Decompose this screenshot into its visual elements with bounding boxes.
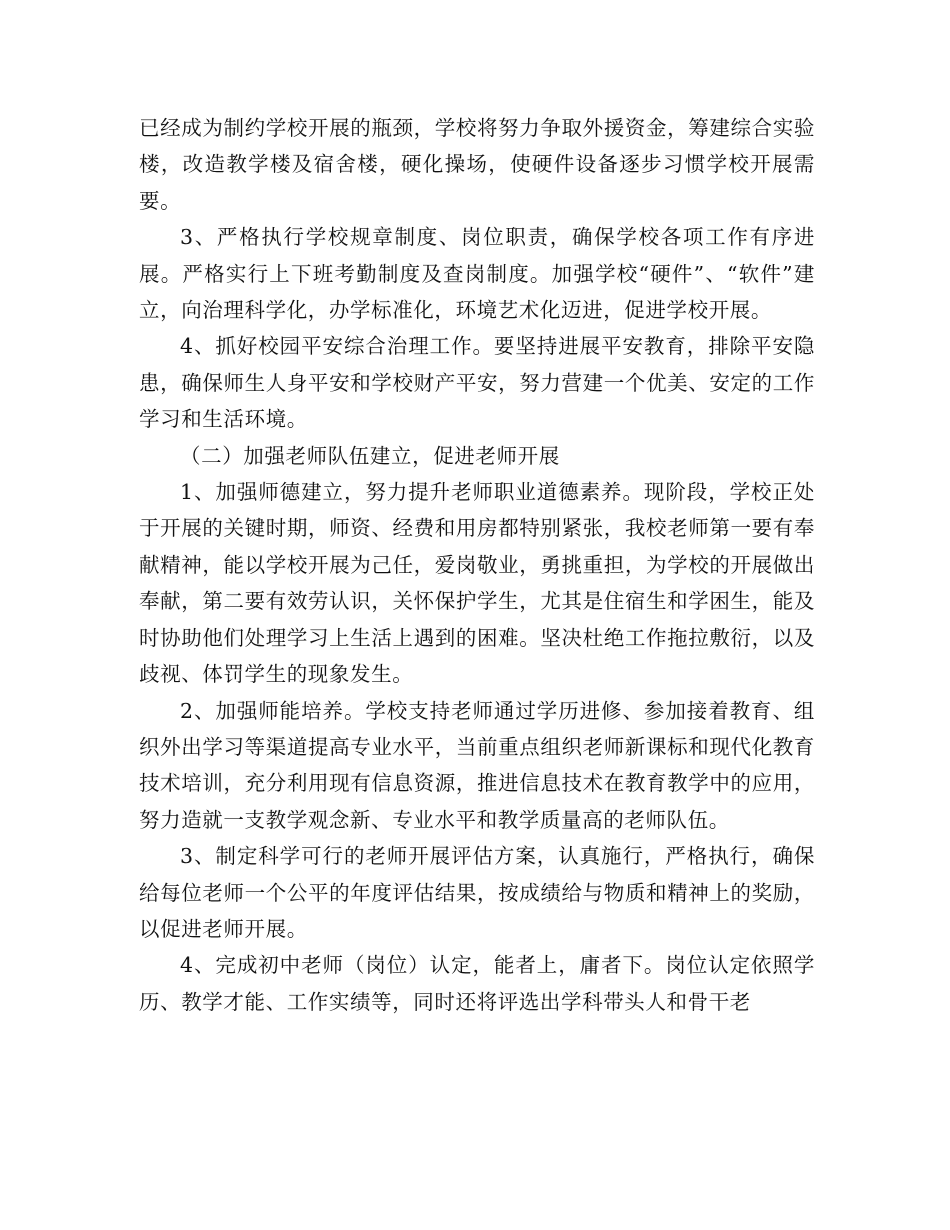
paragraph-item-3-evaluation-plan: 3、制定科学可行的老师开展评估方案，认真施行，严格执行，确保给每位老师一个公平的年度评估结果，按成绩给与物质和精神上的奖励，以促进老师开展。 [139, 844, 815, 941]
paragraph-continuation: 已经成为制约学校开展的瓶颈，学校将努力争取外援资金，筹建综合实验楼，改造教学楼及宿舍楼，硬化操场，使硬件设备逐步习惯学校开展需要。 [139, 116, 815, 213]
paragraph-item-4-post-certification: 4、完成初中老师（岗位）认定，能者上，庸者下。岗位认定依照学历、教学才能、工作实绩等，同时还将评选出学科带头人和骨干老 [139, 953, 815, 1014]
paragraph-item-4-campus-safety: 4、抓好校园平安综合治理工作。要坚持进展平安教育，排除平安隐患，确保师生人身平安和学校财产平安，努力营建一个优美、安定的工作学习和生活环境。 [139, 334, 815, 432]
document-body [139, 110, 815, 1020]
paragraph-item-1-teacher-ethics: 1、加强师德建立，努力提升老师职业道德素养。现阶段，学校正处于开展的关键时期，师资、经费和用房都特别紧张，我校老师第一要有奉献精神，能以学校开展为己任，爱岗敬业，勇挑重担，为学校的开展做出奉献，第二要有效劳认识，关怀保护学生，尤其是住宿生和学困生，能及时协助他们处理学习上生活上遇到的困难。坚决杜绝工作拖拉敷衍，以及歧视、体罚学生的现象发生。 [139, 480, 815, 687]
section-heading-teacher-team: （二）加强老师队伍建立，促进老师开展 [180, 443, 560, 468]
paragraph-item-2-teacher-training: 2、加强师能培养。学校支持老师通过学历进修、参加接着教育、组织外出学习等渠道提高专业水平，当前重点组织老师新课标和现代化教育技术培训，充分利用现有信息资源，推进信息技术在教育教学中的应用，努力造就一支教学观念新、专业水平和教学质量高的老师队伍。 [139, 698, 815, 832]
paragraph-item-3-regulations: 3、严格执行学校规章制度、岗位职责，确保学校各项工作有序进展。严格实行上下班考勤制度及查岗制度。加强学校“硬件”、“软件”建立，向治理科学化，办学标准化，环境艺术化迈进，促进学校开展。 [139, 225, 815, 323]
